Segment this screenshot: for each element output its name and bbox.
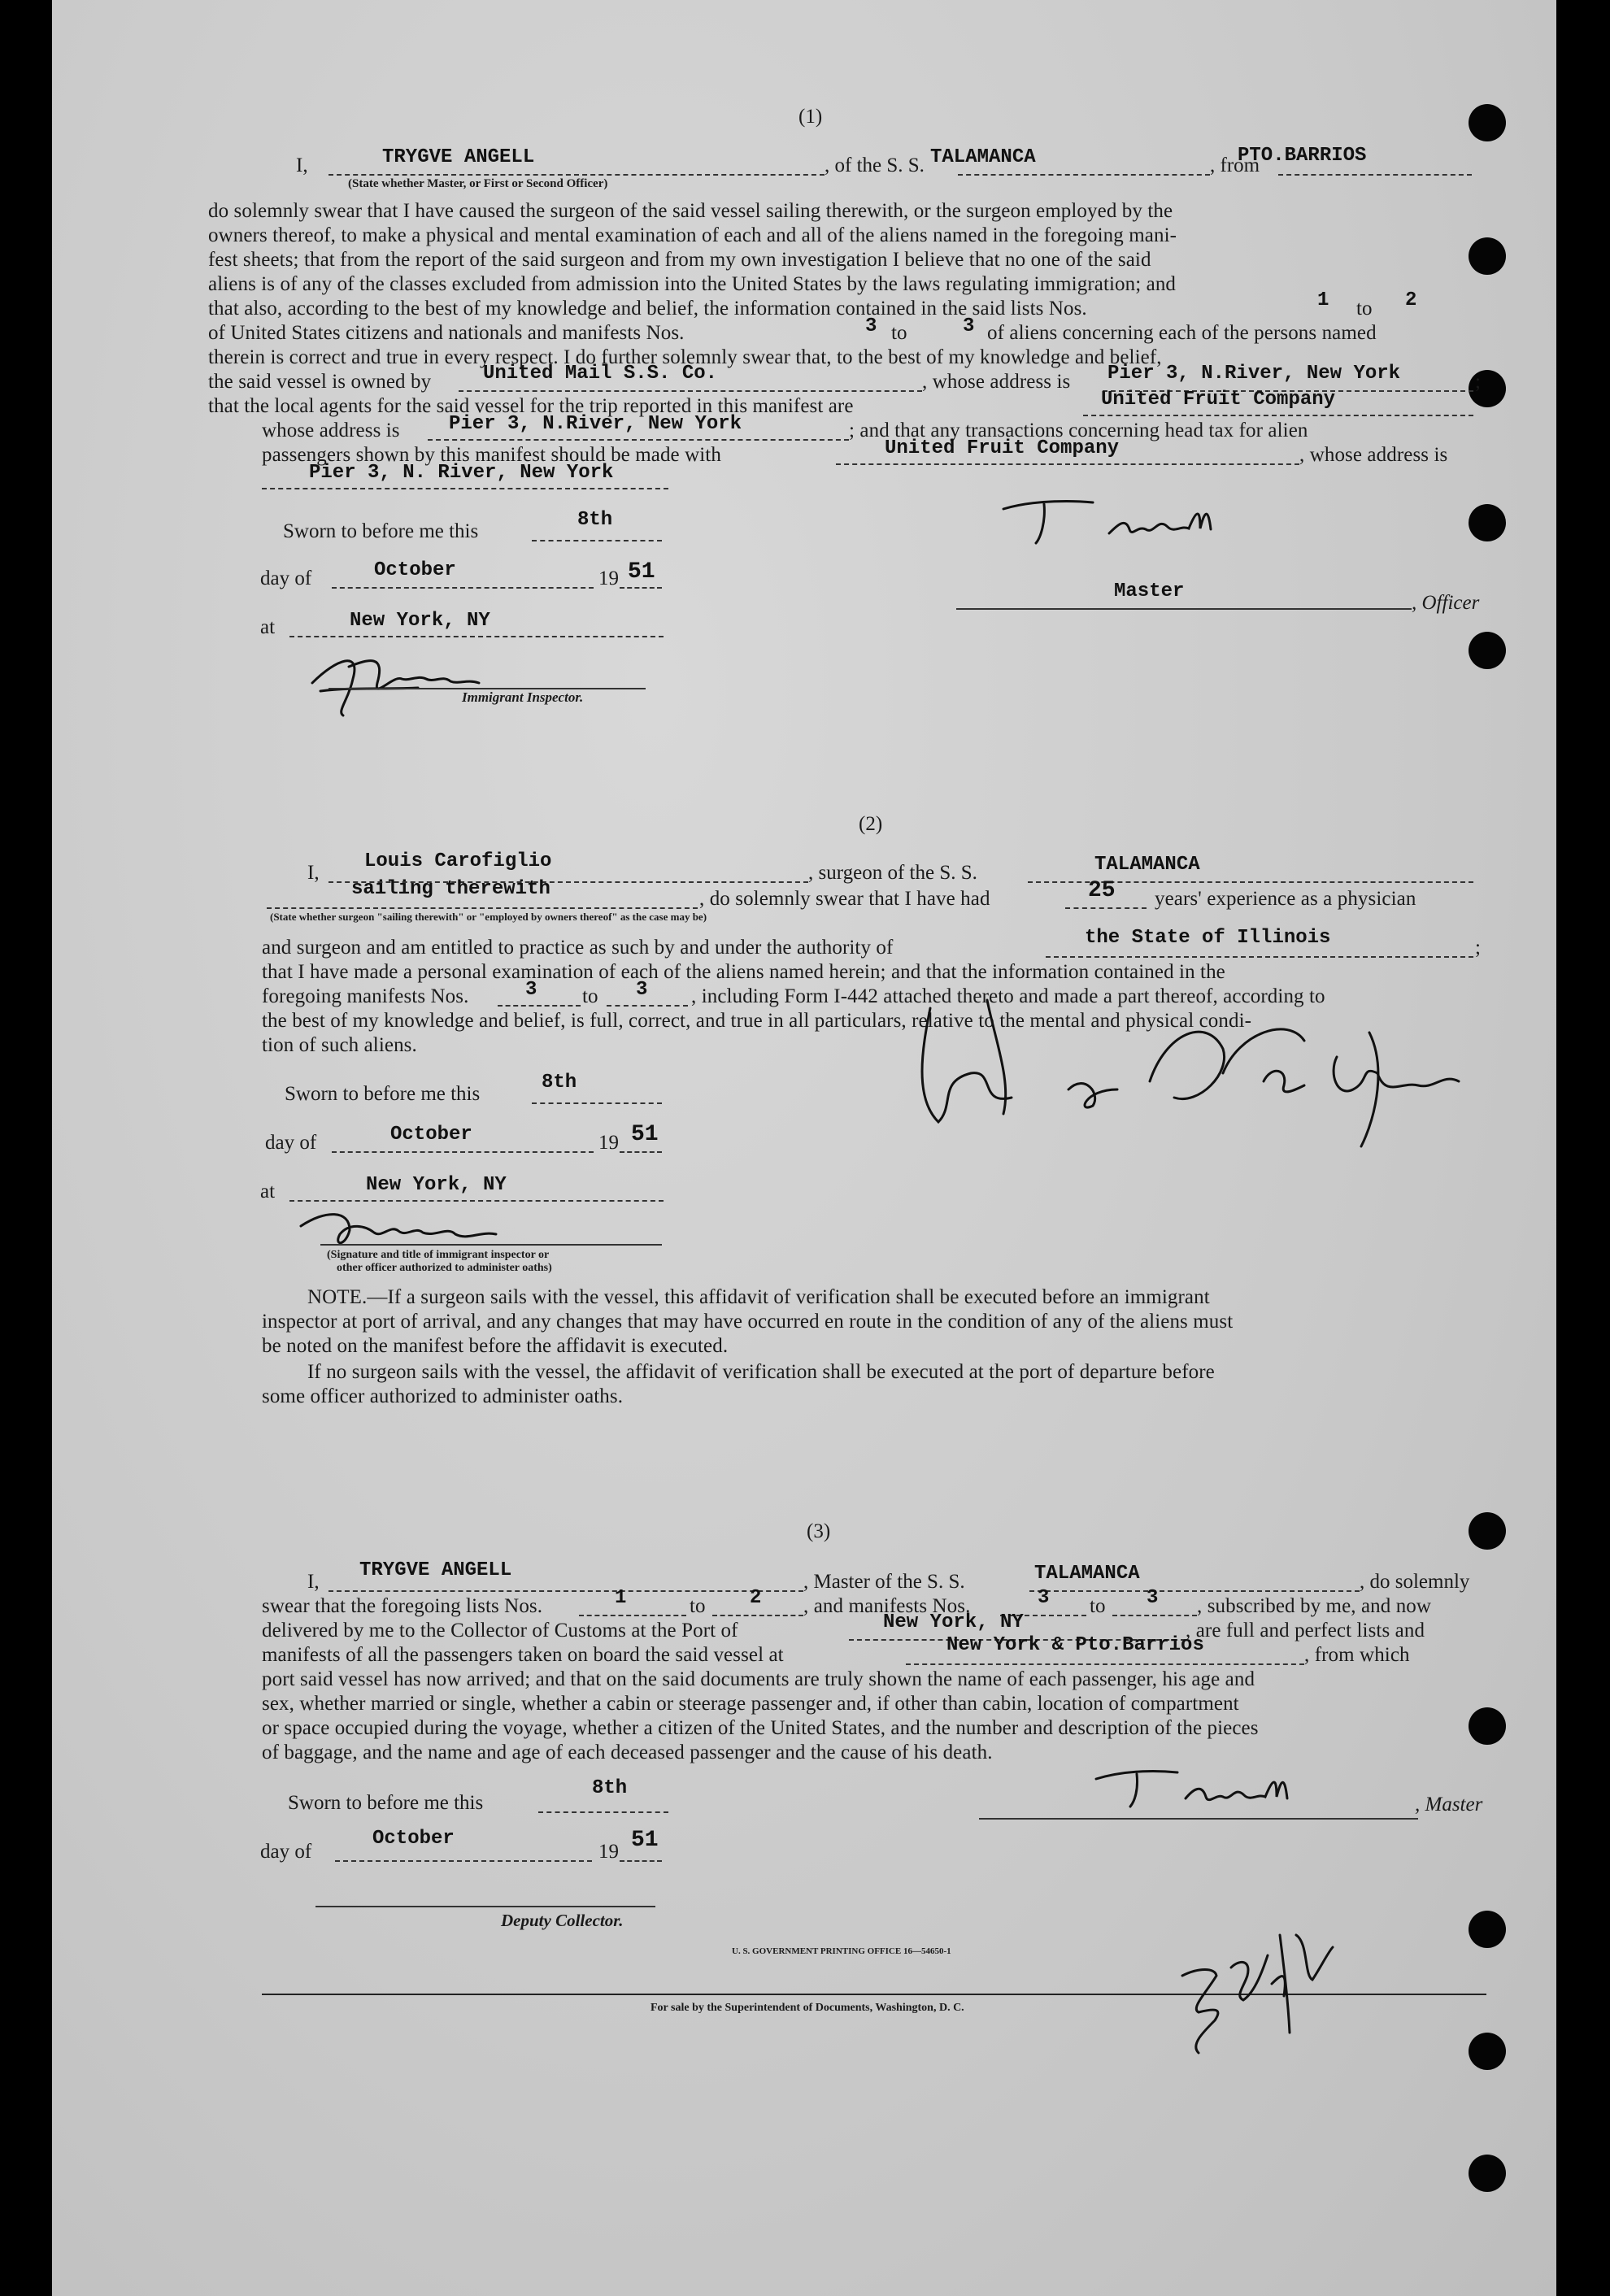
- paragraph-line: manifests of all the passengers taken on board the said vessel at: [262, 1644, 784, 1666]
- manifests-to-field: 3: [963, 315, 975, 337]
- headtax-address-underline: [262, 488, 668, 489]
- sworn-label: Sworn to before me this: [288, 1792, 484, 1814]
- month-underline: [332, 587, 594, 589]
- vessel-field: TALAMANCA: [930, 146, 1036, 168]
- inspector-signature: [293, 1202, 537, 1250]
- binder-hole: [1469, 104, 1506, 141]
- sworn-day-field: 8th: [592, 1777, 628, 1799]
- binder-hole: [1469, 504, 1506, 541]
- year-underline: [620, 1860, 662, 1862]
- lists-from-field: 1: [1317, 289, 1329, 311]
- day-of-label: day of: [260, 567, 312, 589]
- status-caption: (State whether surgeon "sailing therewith" or "employed by owners thereof" as the case may be): [270, 911, 707, 923]
- sworn-day-field: 8th: [542, 1072, 577, 1094]
- headtax-address-field: Pier 3, N. River, New York: [309, 462, 614, 484]
- section-number: (1): [798, 106, 823, 128]
- at-label: at: [260, 616, 276, 638]
- paragraph-line: years' experience as a physician: [1155, 888, 1416, 910]
- paragraph-line: that also, according to the best of my knowledge and belief, the information contained in the said lists Nos.: [208, 298, 1087, 320]
- binder-hole: [1469, 1512, 1506, 1550]
- label-to: to: [1090, 1595, 1106, 1617]
- surgeon-signature: [881, 984, 1483, 1163]
- officer-name-field: TRYGVE ANGELL: [382, 146, 535, 168]
- semicolon: ;: [1475, 937, 1481, 959]
- paragraph-line: , subscribed by me, and now: [1197, 1595, 1432, 1617]
- paragraph-line: foregoing manifests Nos.: [262, 985, 469, 1007]
- day-of-label: day of: [260, 1841, 312, 1863]
- printing-office: U. S. GOVERNMENT PRINTING OFFICE 16—54650-1: [732, 1946, 951, 1956]
- master-signature: [987, 493, 1247, 550]
- agents-underline: [1083, 415, 1473, 416]
- month-underline: [335, 1860, 592, 1862]
- paragraph-line: do solemnly swear that I have caused the surgeon of the said vessel sailing therewith, or the surgeon employed by the: [208, 200, 1173, 222]
- years-field: 25: [1088, 878, 1116, 903]
- place-field: New York, NY: [350, 610, 490, 632]
- year-underline: [620, 587, 662, 589]
- officer-name-underline: [329, 174, 825, 176]
- rank-underline: [956, 608, 1412, 610]
- lists-to-field: 2: [750, 1587, 762, 1609]
- label-i: I,: [307, 1571, 320, 1593]
- rank-field: Master: [1114, 581, 1185, 602]
- master-signature-underline: [979, 1818, 1418, 1820]
- paragraph-line: the said vessel is owned by: [208, 371, 432, 393]
- paragraph-line: , from which: [1304, 1644, 1410, 1666]
- paragraph-line: , whose address is: [922, 371, 1071, 393]
- year-field: 51: [631, 1122, 659, 1147]
- month-field: October: [390, 1124, 472, 1146]
- paragraph-line: aliens is of any of the classes excluded from admission into the United States by the laws regulating immigration; and: [208, 273, 1177, 295]
- sworn-day-field: 8th: [577, 509, 613, 531]
- owner-field: United Mail S.S. Co.: [483, 363, 718, 385]
- officer-label: , Officer: [1412, 592, 1480, 614]
- paragraph-line: , and manifests Nos.: [803, 1595, 971, 1617]
- manifest-affidavit-page: [52, 0, 1556, 2296]
- lists-from-field: 1: [615, 1587, 627, 1609]
- binder-hole: [1469, 2033, 1506, 2070]
- manifests-from-underline: [498, 1005, 581, 1007]
- port-underline: [1278, 174, 1472, 176]
- master-label: , Master: [1415, 1794, 1483, 1815]
- manifests-to-field: 3: [636, 979, 648, 1001]
- year-prefix: 19: [598, 1841, 619, 1863]
- paragraph-line: , whose address is: [1299, 444, 1448, 466]
- paragraph-line: that the local agents for the said vessel for the trip reported in this manifest are: [208, 395, 854, 417]
- vessel-field: TALAMANCA: [1034, 1563, 1140, 1585]
- paragraph-line: , are full and perfect lists and: [1186, 1620, 1425, 1642]
- vessel-field: TALAMANCA: [1094, 854, 1200, 876]
- month-field: October: [374, 559, 456, 581]
- sig-caption-2: other officer authorized to administer oaths): [337, 1262, 552, 1274]
- master-signature: [1088, 1764, 1348, 1813]
- inspector-caption: Immigrant Inspector.: [462, 689, 584, 705]
- sworn-day-underline: [538, 1811, 668, 1813]
- year-prefix: 19: [598, 1132, 619, 1154]
- lists-to-field: 2: [1405, 289, 1417, 311]
- paragraph-line: port said vessel has now arrived; and that on the said documents are truly shown the name of each passenger, his age and: [262, 1668, 1255, 1690]
- binder-hole: [1469, 2155, 1506, 2192]
- label-to: to: [690, 1595, 706, 1617]
- lists-from-underline: [579, 1615, 686, 1616]
- paragraph-line: swear that the foregoing lists Nos.: [262, 1595, 543, 1617]
- inspector-signature: [304, 634, 491, 724]
- manifests-to-underline: [1112, 1615, 1197, 1616]
- year-field: 51: [628, 559, 655, 585]
- year-prefix: 19: [598, 567, 619, 589]
- note-line: inspector at port of arrival, and any changes that may have occurred en route in the condition of any of the aliens must: [262, 1311, 1234, 1333]
- agents-address-field: Pier 3, N.River, New York: [449, 413, 742, 435]
- label-to: to: [582, 985, 598, 1007]
- manifests-from-field: 3: [525, 979, 537, 1001]
- binder-hole: [1469, 237, 1506, 275]
- paragraph-line: and surgeon and am entitled to practice as such by and under the authority of: [262, 937, 894, 959]
- vessel-underline: [1029, 1590, 1360, 1592]
- authority-field: the State of Illinois: [1085, 927, 1331, 949]
- month-underline: [332, 1151, 594, 1153]
- manifests-from-field: 3: [1038, 1587, 1050, 1609]
- label-i: I,: [307, 862, 320, 884]
- ports-taken-underline: [906, 1663, 1304, 1665]
- port-field: New York, NY: [883, 1611, 1024, 1633]
- note-line: NOTE.—If a surgeon sails with the vessel, this affidavit of verification shall be executed before an immigrant: [307, 1286, 1210, 1308]
- sworn-label: Sworn to before me this: [285, 1083, 481, 1105]
- sig-caption-1: (Signature and title of immigrant inspector or: [327, 1249, 550, 1261]
- surgeon-name-field: Louis Carofiglio: [364, 850, 552, 872]
- inspector-signature-underline: [320, 1244, 662, 1246]
- vessel-underline: [958, 174, 1210, 176]
- status-underline: [267, 907, 698, 909]
- paragraph-line: tion of such aliens.: [262, 1034, 417, 1056]
- at-label: at: [260, 1181, 276, 1202]
- binder-hole: [1469, 370, 1506, 407]
- semicolon: ;: [1475, 371, 1481, 393]
- paragraph-line: delivered by me to the Collector of Customs at the Port of: [262, 1620, 738, 1642]
- paragraph-line: of aliens concerning each of the persons named: [987, 322, 1377, 344]
- label-to: to: [1356, 298, 1373, 320]
- manifests-from-field: 3: [865, 315, 877, 337]
- label-surgeon-of: , surgeon of the S. S.: [808, 862, 977, 884]
- master-name-underline: [329, 1590, 803, 1592]
- paragraph-line: the best of my knowledge and belief, is full, correct, and true in all particulars, relative to the mental and physical condi-: [262, 1010, 1252, 1032]
- agents-field: United Fruit Company: [1101, 389, 1336, 411]
- deputy-collector-underline: [315, 1906, 655, 1907]
- for-sale-notice: For sale by the Superintendent of Documents, Washington, D. C.: [651, 2002, 964, 2014]
- paragraph-line: of United States citizens and nationals and manifests Nos.: [208, 322, 685, 344]
- paragraph-line: , do solemnly swear that I have had: [699, 888, 990, 910]
- paragraph-line: , including Form I-442 attached thereto and made a part thereof, according to: [691, 985, 1325, 1007]
- paragraph-line: passengers shown by this manifest should be made with: [262, 444, 721, 466]
- section-number: (2): [859, 813, 883, 835]
- sworn-label: Sworn to before me this: [283, 520, 479, 542]
- sworn-day-underline: [532, 1102, 662, 1104]
- label-master-of: , Master of the S. S.: [803, 1571, 965, 1593]
- paragraph-line: sex, whether married or single, whether a cabin or steerage passenger and, if other than cabin, location of compartment: [262, 1693, 1239, 1715]
- binder-hole: [1469, 632, 1506, 669]
- agents-address-underline: [428, 439, 849, 441]
- section-number: (3): [807, 1520, 831, 1542]
- headtax-party-underline: [836, 463, 1299, 465]
- binder-hole: [1469, 1911, 1506, 1948]
- paragraph-line: fest sheets; that from the report of the said surgeon and from my own investigation I believe that no one of the said: [208, 249, 1151, 271]
- note-line: If no surgeon sails with the vessel, the affidavit of verification shall be executed at the port of departure before: [307, 1361, 1215, 1383]
- manifests-to-underline: [607, 1005, 688, 1007]
- deputy-caption: Deputy Collector.: [501, 1911, 624, 1930]
- label-i: I,: [296, 154, 308, 176]
- label-from: , from: [1210, 154, 1260, 176]
- paragraph-line: therein is correct and true in every respect. I do further solemnly swear that, to the best of my knowledge and belief,: [208, 346, 1162, 368]
- status-field: sailing therewith: [351, 878, 550, 900]
- lists-to-underline: [712, 1615, 803, 1616]
- handwritten-initials: [1166, 1919, 1377, 2057]
- authority-underline: [1046, 956, 1473, 958]
- label-to: to: [891, 322, 907, 344]
- paragraph-line: owners thereof, to make a physical and mental examination of each and all of the aliens named in the foregoing mani-: [208, 224, 1177, 246]
- paragraph-line: whose address is: [262, 420, 400, 441]
- label-of-ss: , of the S. S.: [825, 154, 925, 176]
- officer-caption: (State whether Master, or First or Second Officer): [348, 177, 608, 190]
- ports-taken-field: New York & Pto.Barrios: [946, 1634, 1204, 1656]
- paragraph-line: that I have made a personal examination of each of the aliens named herein; and that the information contained in the: [262, 961, 1225, 983]
- headtax-party-field: United Fruit Company: [885, 437, 1120, 459]
- note-line: some officer authorized to administer oaths.: [262, 1385, 624, 1407]
- paragraph-line: of baggage, and the name and age of each deceased passenger and the cause of his death.: [262, 1742, 993, 1763]
- paragraph-line: or space occupied during the voyage, whether a citizen of the United States, and the number and description of the pieces: [262, 1717, 1259, 1739]
- master-name-field: TRYGVE ANGELL: [359, 1559, 512, 1581]
- day-of-label: day of: [265, 1132, 317, 1154]
- owner-address-field: Pier 3, N.River, New York: [1107, 363, 1401, 385]
- sworn-day-underline: [532, 540, 662, 541]
- years-underline: [1065, 907, 1147, 909]
- paragraph-line: ; and that any transactions concerning head tax for alien: [849, 420, 1308, 441]
- binder-hole: [1469, 1707, 1506, 1745]
- port-field: PTO.BARRIOS: [1238, 145, 1367, 167]
- year-field: 51: [631, 1828, 659, 1853]
- note-line: be noted on the manifest before the affidavit is executed.: [262, 1335, 729, 1357]
- label-solemnly: , do solemnly: [1360, 1571, 1470, 1593]
- owner-underline: [459, 390, 922, 392]
- year-underline: [620, 1151, 662, 1153]
- place-field: New York, NY: [366, 1174, 507, 1196]
- manifests-to-field: 3: [1147, 1587, 1159, 1609]
- month-field: October: [372, 1828, 455, 1850]
